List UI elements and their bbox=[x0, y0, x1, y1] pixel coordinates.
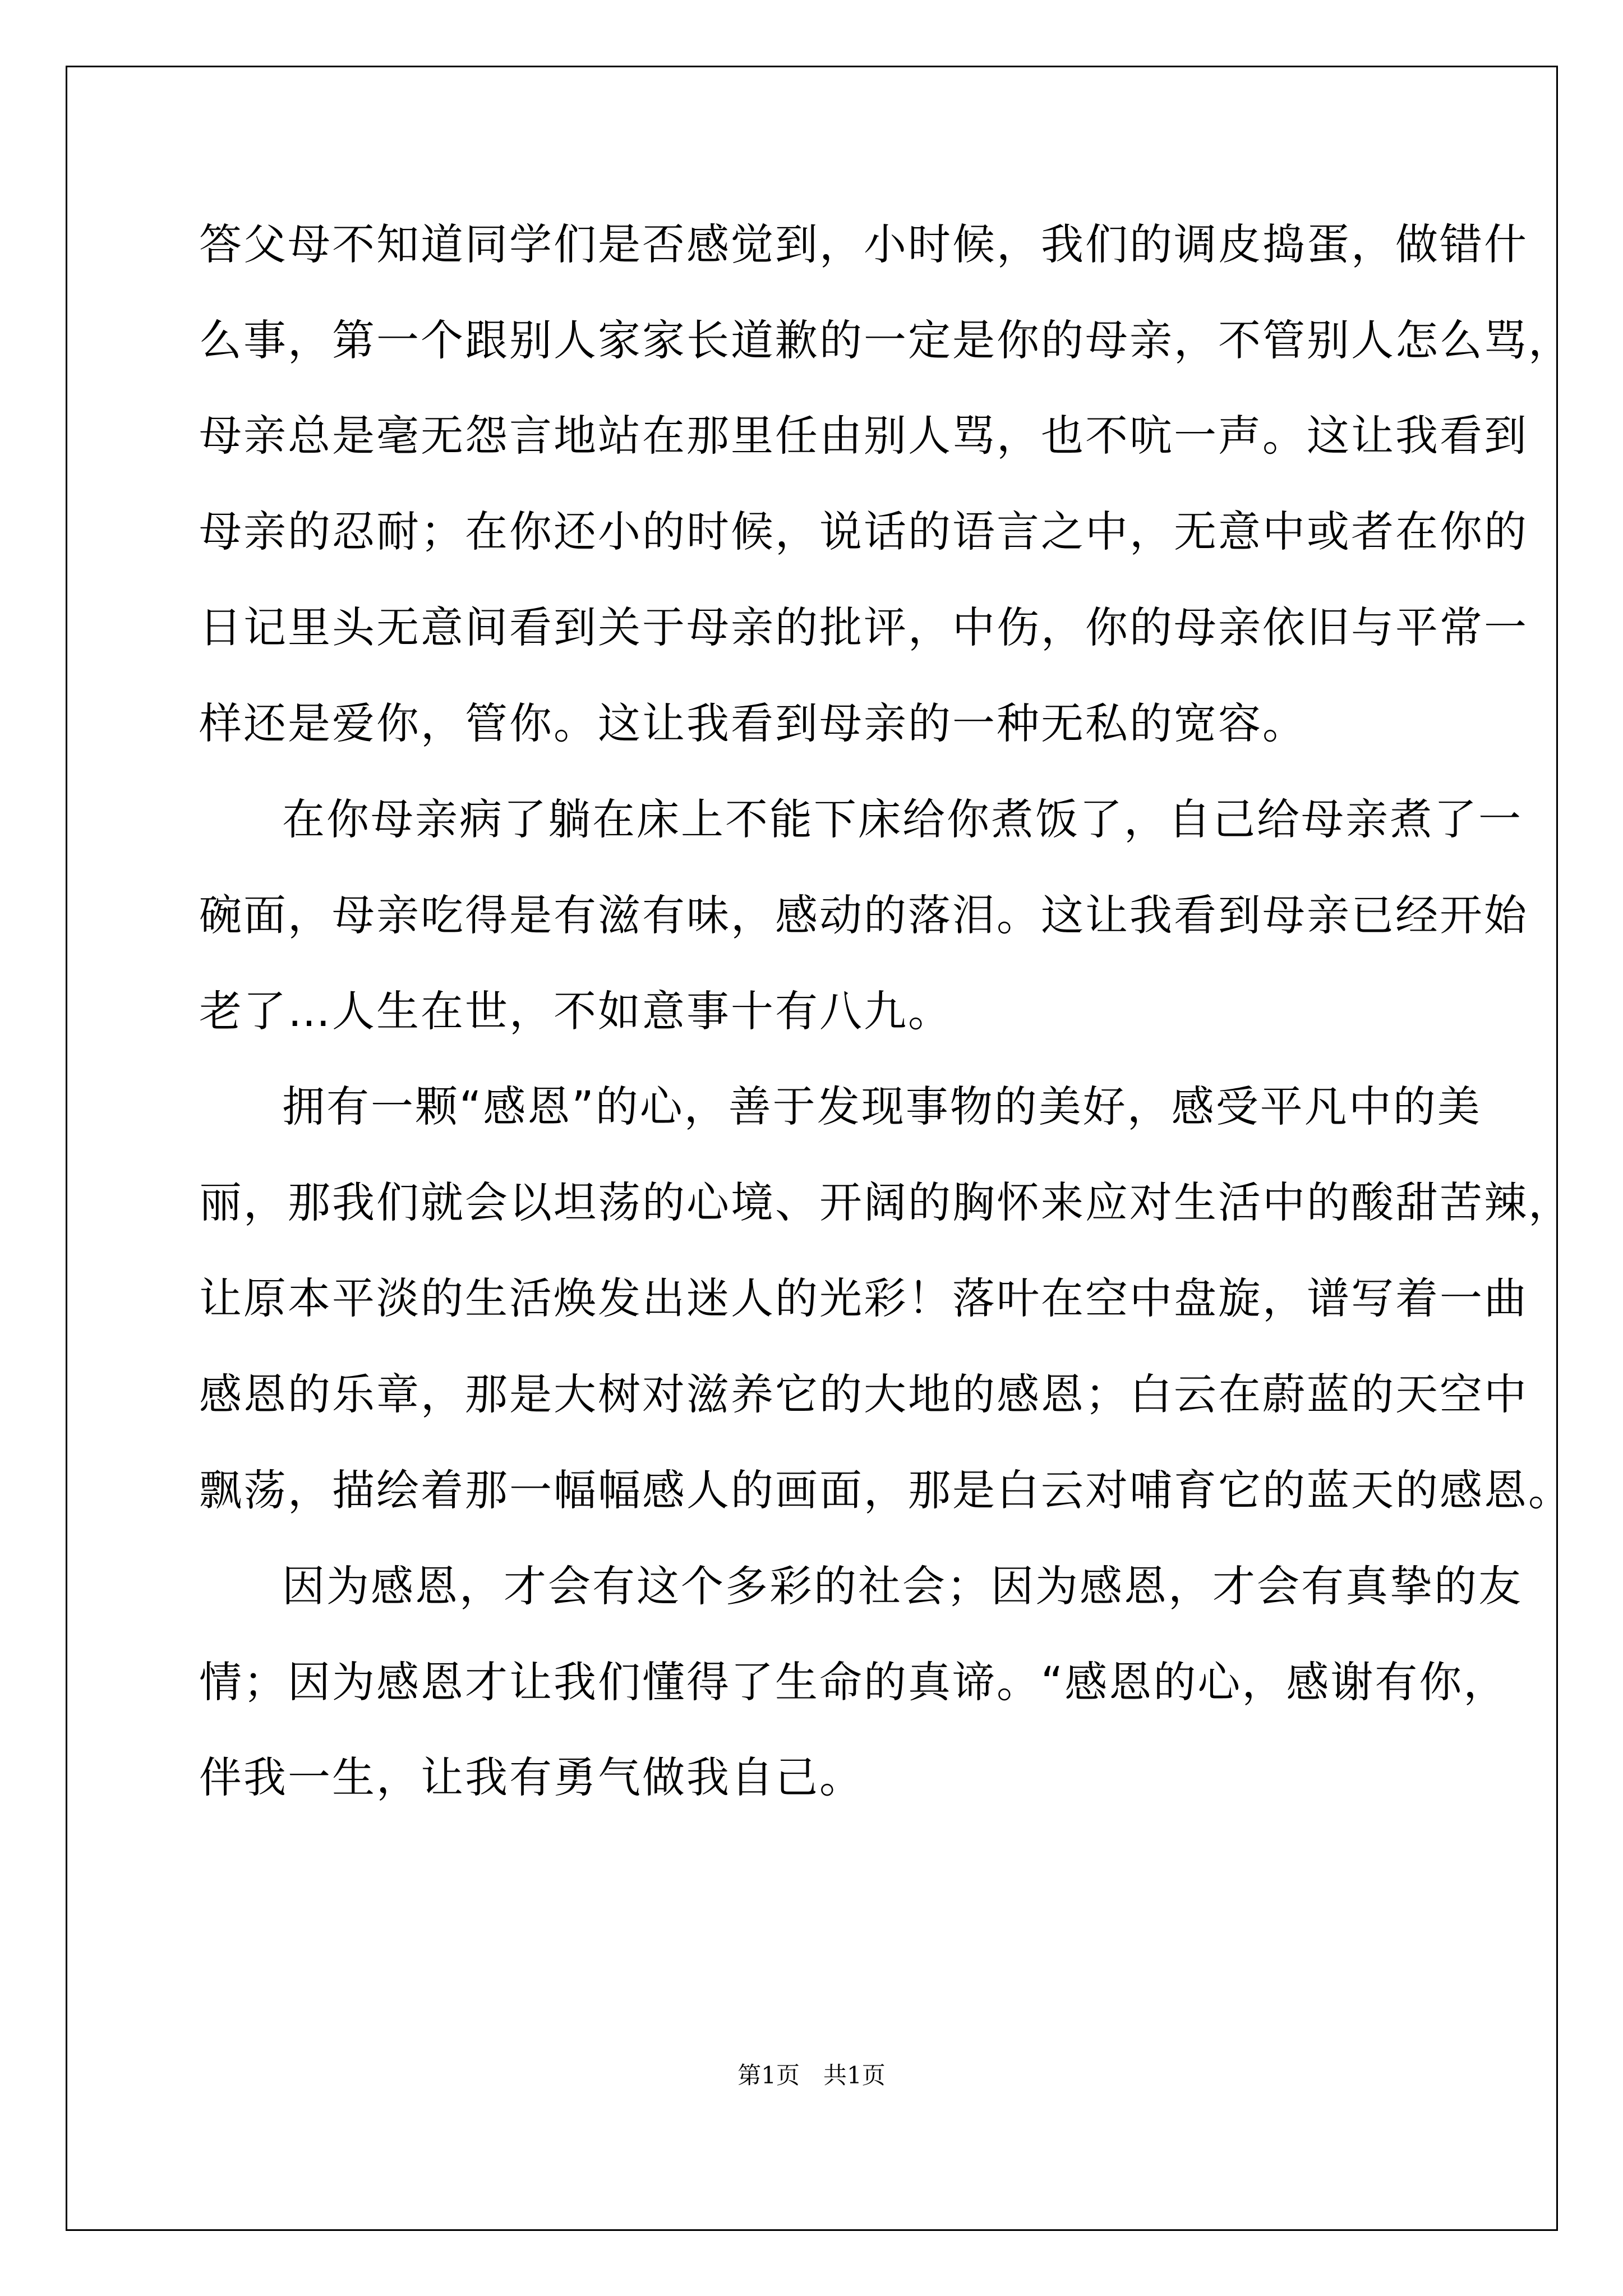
text-line: 伴我一生，让我有勇气做我自己。 bbox=[199, 1752, 864, 1802]
text-line: 飘荡，描绘着那一幅幅感人的画面，那是白云对哺育它的蓝天的感恩。 bbox=[199, 1465, 1573, 1515]
text-line: 母亲总是毫无怨言地站在那里任由别人骂，也不吭一声。这让我看到 bbox=[199, 411, 1528, 461]
text-line: 日记里头无意间看到关于母亲的批评，中伤，你的母亲依旧与平常一 bbox=[199, 602, 1528, 652]
text-line: 答父母不知道同学们是否感觉到，小时候，我们的调皮捣蛋，做错什 bbox=[199, 219, 1528, 269]
paragraph-first-line: 因为感恩，才会有这个多彩的社会；因为感恩，才会有真挚的友 bbox=[282, 1561, 1523, 1611]
text-line: 情；因为感恩才让我们懂得了生命的真谛。“感恩的心，感谢有你， bbox=[199, 1657, 1508, 1707]
text-line: 感恩的乐章，那是大树对滋养它的大地的感恩；白云在蔚蓝的天空中 bbox=[199, 1369, 1528, 1419]
text-line: 碗面，母亲吃得是有滋有味，感动的落泪。这让我看到母亲已经开始 bbox=[199, 890, 1528, 940]
text-line: 母亲的忍耐；在你还小的时候，说话的语言之中，无意中或者在你的 bbox=[199, 507, 1528, 556]
page-number-footer: 第1页 共1页 bbox=[737, 2062, 886, 2089]
text-line: 老了…人生在世，不如意事十有八九。 bbox=[199, 986, 952, 1036]
paragraph-first-line: 拥有一颗“感恩”的心，善于发现事物的美好，感受平凡中的美 bbox=[282, 1082, 1482, 1131]
text-line: 么事，第一个跟别人家家长道歉的一定是你的母亲，不管别人怎么骂， bbox=[199, 315, 1573, 365]
text-line: 样还是爱你，管你。这让我看到母亲的一种无私的宽容。 bbox=[199, 698, 1307, 748]
page-border bbox=[66, 66, 1558, 2231]
paragraph-first-line: 在你母亲病了躺在床上不能下床给你煮饭了，自己给母亲煮了一 bbox=[282, 794, 1523, 844]
text-line: 让原本平淡的生活焕发出迷人的光彩！落叶在空中盘旋，谱写着一曲 bbox=[199, 1273, 1528, 1323]
text-line: 丽，那我们就会以坦荡的心境、开阔的胸怀来应对生活中的酸甜苦辣， bbox=[199, 1177, 1573, 1227]
